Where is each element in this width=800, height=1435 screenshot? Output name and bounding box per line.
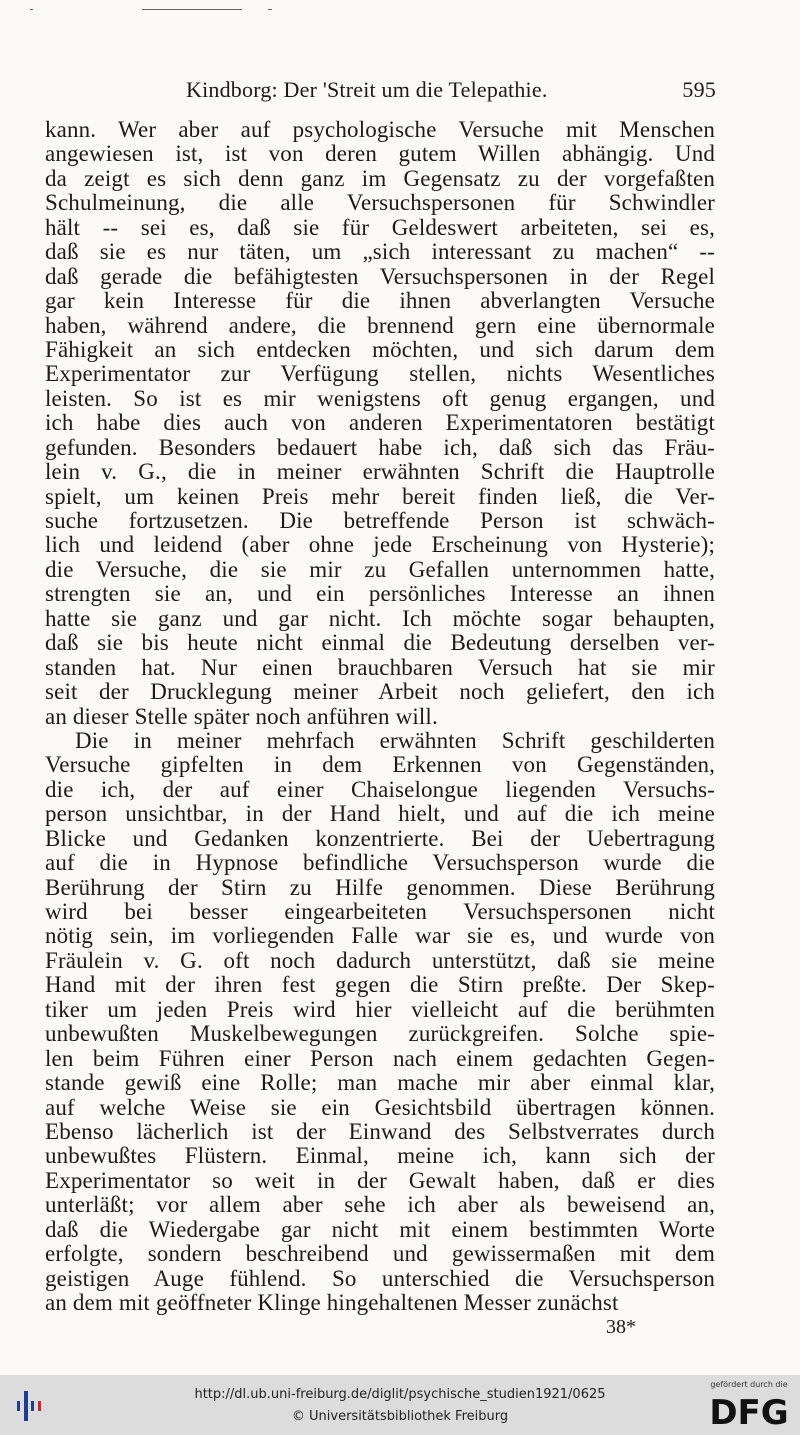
text-line: daß gerade die befähigtesten Versuchspersonen in der Regel [45, 263, 715, 289]
text-line: angewiesen ist, ist von deren gutem Willen abhängig. Und [45, 141, 715, 167]
text-line: Experimentator so weit in der Gewalt haben, daß er dies [45, 1167, 715, 1193]
text-line: erfolgte, sondern beschreibend und gewissermaßen mit dem [45, 1241, 715, 1267]
text-line: Die in meiner mehrfach erwähnten Schrift geschilderten [75, 727, 715, 753]
text-line: len beim Führen einer Person nach einem gedachten Gegen- [45, 1045, 715, 1071]
text-line: seit der Drucklegung meiner Arbeit noch geliefert, den ich [45, 679, 715, 705]
text-line: daß die Wiedergabe gar nicht mit einem bestimmten Worte [45, 1216, 715, 1242]
signature-mark: 38* [606, 1316, 636, 1338]
text-line: an dem mit geöffneter Klinge hingehaltenen Messer zunächst [45, 1290, 619, 1315]
text-line: Berührung der Stirn zu Hilfe genommen. Diese Berührung [45, 874, 715, 900]
text-line: da zeigt es sich denn ganz im Gegensatz zu der vorgefaßten [45, 165, 715, 191]
text-line: nötig sein, im vorliegenden Falle war sie es, und wurde von [45, 923, 715, 949]
text-line: unbewußtes Flüstern. Einmal, meine ich, kann sich der [45, 1143, 715, 1169]
text-line: ich habe dies auch von anderen Experimentatoren bestätigt [45, 410, 715, 436]
text-line: geistigen Auge fühlend. So unterschied die Versuchsperson [45, 1265, 715, 1291]
body-text [45, 118, 715, 1315]
text-line: leisten. So ist es mir wenigstens oft genug ergangen, und [45, 385, 715, 411]
copyright-notice: © Universitätsbibliothek Freiburg [291, 1409, 509, 1424]
text-line: person unsichtbar, in der Hand hielt, und auf die ich meine [45, 801, 715, 827]
text-line: unbewußten Muskelbewegungen zurückgreifen. Solche spie- [45, 1021, 715, 1047]
text-line: die Versuche, die sie mir zu Gefallen unternommen hatte, [45, 556, 715, 582]
text-line: hatte sie ganz und gar nicht. Ich möchte sogar behaupten, [45, 605, 715, 631]
scan-edge-marks [30, 6, 290, 14]
text-line: suche fortzusetzen. Die betreffende Person ist schwäch- [45, 508, 715, 533]
text-line: die ich, der auf einer Chaiselongue liegenden Versuchs- [45, 776, 715, 802]
text-line: tiker um jeden Preis wird hier vielleicht auf die berühmten [45, 996, 715, 1022]
page-number: 595 [682, 77, 716, 102]
text-line: auf die in Hypnose befindliche Versuchsperson wurde die [45, 850, 715, 876]
text-line: daß sie bis heute nicht einmal die Bedeutung derselben ver- [45, 630, 715, 656]
text-line: haben, während andere, die brennend gern eine übernormale [45, 312, 715, 338]
text-line: standen hat. Nur einen brauchbaren Versuch hat sie mir [45, 654, 715, 680]
running-title: Kindborg: Der 'Streit um die Telepathie. [186, 77, 548, 102]
text-line: strengten sie an, und ein persönliches Interesse an ihnen [45, 581, 715, 607]
text-line: Fräulein v. G. oft noch dadurch unterstützt, daß sie meine [45, 947, 715, 973]
text-line: lein v. G., die in meiner erwähnten Schrift die Hauptrolle [45, 459, 715, 485]
running-header [186, 72, 716, 108]
text-line: gefunden. Besonders bedauert habe ich, daß sich das Fräu- [45, 434, 715, 460]
text-line: stande gewiß eine Rolle; man mache mir aber einmal klar, [45, 1070, 715, 1096]
dfg-logo-icon[interactable] [706, 1391, 792, 1431]
text-line: spielt, um keinen Preis mehr bereit finden ließ, die Ver- [45, 483, 715, 509]
text-line: Versuche gipfelten in dem Erkennen von Gegenständen, [45, 752, 715, 778]
permalink-url[interactable]: http://dl.ub.uni-freiburg.de/diglit/psychische_studien1921/0625 [194, 1387, 606, 1402]
text-line: Experimentator zur Verfügung stellen, nichts Wesentliches [45, 361, 715, 387]
text-line: wird bei besser eingearbeiteten Versuchspersonen nicht [45, 899, 715, 924]
text-line: kann. Wer aber auf psychologische Versuche mit Menschen [45, 117, 715, 142]
text-line: daß sie es nur täten, um „sich interessant zu machen“ -- [45, 239, 715, 265]
text-line: Blicke und Gedanken konzentrierte. Bei der Uebertragung [45, 825, 715, 851]
text-line: gar kein Interesse für die ihnen abverlangten Versuche [45, 288, 715, 314]
text-line: Fähigkeit an sich entdecken möchten, und sich darum dem [45, 336, 715, 362]
text-line: auf welche Weise sie ein Gesichtsbild übertragen können. [45, 1094, 715, 1120]
dfg-caption: gefördert durch die [710, 1380, 788, 1389]
text-line: Hand mit der ihren fest gegen die Stirn preßte. Der Skep- [45, 972, 715, 998]
text-line: lich und leidend (aber ohne jede Erscheinung von Hysterie); [45, 532, 715, 558]
text-line: unterläßt; vor allem aber sehe ich aber als beweisend an, [45, 1192, 715, 1218]
text-line: Ebenso lächerlich ist der Einwand des Selbstverrates durch [45, 1118, 715, 1144]
text-line: hält -- sei es, daß sie für Geldeswert arbeiteten, sei es, [45, 214, 715, 240]
dfg-logo-text: DFG [709, 1393, 789, 1431]
viewer-footer [0, 1375, 800, 1435]
text-line: Schulmeinung, die alle Versuchspersonen für Schwindler [45, 190, 715, 216]
text-line: an dieser Stelle später noch anführen will. [45, 703, 438, 729]
